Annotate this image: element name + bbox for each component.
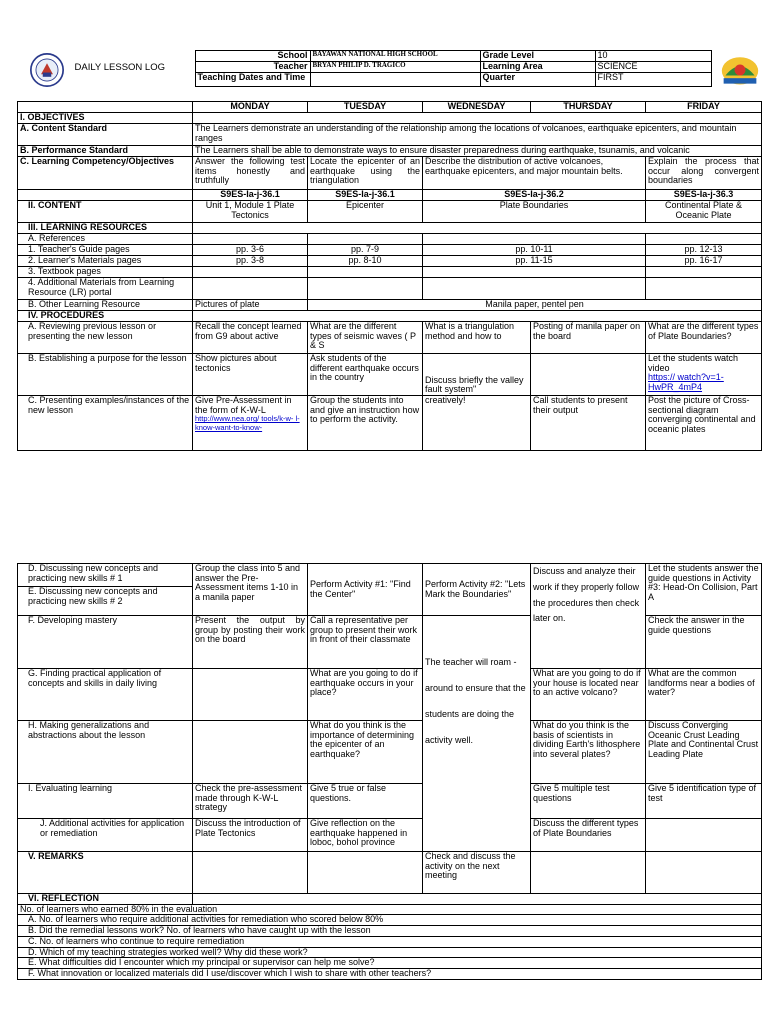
learning-resources-heading: III. LEARNING RESOURCES — [18, 223, 193, 234]
proc-g-label: G. Finding practical application of concepts and skills in daily living — [18, 669, 193, 721]
competency-label: C. Learning Competency/Objectives — [18, 157, 193, 190]
school-label: School — [195, 51, 310, 62]
proc-de-friday: Let the students answer the guide questions in Activity #3: Head-On Collision, Part A — [646, 564, 762, 616]
proc-a-wednesday: What is a triangulation method and how to — [423, 322, 531, 354]
proc-wed-roam: The teacher will roam - around to ensure that the students are doing the activity well. — [423, 616, 531, 852]
daily-lesson-log-title: DAILY LESSON LOG — [74, 62, 165, 74]
proc-h-thursday: What do you think is the basis of scientists in dividing Earth's lithosphere into several plates? — [531, 721, 646, 784]
lm-tuesday: pp. 8-10 — [308, 256, 423, 267]
quarter-label: Quarter — [480, 73, 595, 87]
proc-c-monday-text: Give Pre-Assessment in the form of K-W-L — [195, 395, 292, 415]
lesson-table-part1 — [17, 101, 762, 451]
tg-friday: pp. 12-13 — [646, 245, 762, 256]
additional-materials-label: 4. Additional Materials from Learning Resource (LR) portal — [18, 278, 193, 300]
reflection-item: C. No. of learners who continue to require remediation — [18, 936, 762, 947]
performance-standard-text: The Learners shall be able to demonstrate ways to ensure disaster preparedness during earthquake, tsunamis, and volcanic — [193, 146, 762, 157]
proc-c-tuesday: Group the students into and give an instruction how to perform the activity. — [308, 396, 423, 451]
proc-f-friday: Check the answer in the guide questions — [646, 616, 762, 669]
content-wed-thu: Plate Boundaries — [423, 201, 646, 223]
teachers-guide-label: 1. Teacher's Guide pages — [18, 245, 193, 256]
proc-i-label: I. Evaluating learning — [18, 784, 193, 819]
proc-de-wednesday: Perform Activity #2: "Lets Mark the Boundaries" — [423, 564, 531, 616]
performance-standard-label: B. Performance Standard — [18, 146, 193, 157]
teacher-label: Teacher — [195, 62, 310, 73]
other-resource-label: B. Other Learning Resource — [18, 300, 193, 311]
proc-e-label: E. Discussing new concepts and practicing new skills # 2 — [28, 586, 158, 606]
code-monday: S9ES-Ia-j-36.1 — [193, 190, 308, 201]
content-standard-text: The Learners demonstrate an understanding of the relationship among the locations of volcanoes, earthquake epicenters, and mountain ranges — [193, 124, 762, 146]
proc-c-thursday: Call students to present their output — [531, 396, 646, 451]
day-header-friday: FRIDAY — [646, 102, 762, 113]
proc-g-friday: What are the common landforms near a bodies of water? — [646, 669, 762, 721]
proc-j-label: J. Additional activities for application or remediation — [18, 819, 193, 852]
proc-b-friday — [646, 354, 762, 396]
reflection-item: E. What difficulties did I encounter which my principal or supervisor can help me solve? — [18, 958, 762, 969]
proc-j-monday: Discuss the introduction of Plate Tectonics — [193, 819, 308, 852]
proc-de-monday: Group the class into 5 and answer the Pre-Assessment items 1-10 in a manila paper — [193, 564, 308, 616]
proc-a-tuesday: What are the different types of seismic waves ( P & S — [308, 322, 423, 354]
proc-j-tuesday: Give reflection on the earthquake happened in loboc, bohol province — [308, 819, 423, 852]
objectives-heading: I. OBJECTIVES — [18, 113, 193, 124]
proc-h-friday: Discuss Converging Oceanic Crust Leading Plate and Continental Crust Leading Plate — [646, 721, 762, 784]
learning-area-value: SCIENCE — [595, 62, 711, 73]
day-header-wednesday: WEDNESDAY — [423, 102, 531, 113]
proc-b-friday-text: Let the students watch video — [648, 353, 739, 373]
textbook-pages-label: 3. Textbook pages — [18, 267, 193, 278]
proc-b-tuesday: Ask students of the different earthquake occurs in the country — [308, 354, 423, 396]
proc-g-tuesday: What are you going to do if earthquake occurs in your place? — [308, 669, 423, 721]
proc-b-monday: Show pictures about tectonics — [193, 354, 308, 396]
proc-h-label: H. Making generalizations and abstractions about the lesson — [18, 721, 193, 784]
competency-tuesday: Locate the epicenter of an earthquake using the triangulation — [308, 157, 423, 190]
reflection-item: F. What innovation or localized materials did I use/discover which I wish to share with other teachers? — [18, 969, 762, 980]
content-monday: Unit 1, Module 1 Plate Tectonics — [193, 201, 308, 223]
reflection-item: No. of learners who earned 80% in the evaluation — [18, 904, 762, 915]
tg-wed-thu: pp. 10-11 — [423, 245, 646, 256]
other-resource-rest: Manila paper, pentel pen — [308, 300, 762, 311]
proc-h-tuesday: What do you think is the importance of determining the epicenter of an earthquake? — [308, 721, 423, 784]
proc-g-thursday: What are you going to do if your house is located near to an active volcano? — [531, 669, 646, 721]
header-table — [17, 50, 761, 87]
content-heading: II. CONTENT — [18, 201, 193, 223]
proc-de-tuesday: Perform Activity #1: "Find the Center" — [308, 564, 423, 616]
proc-c-wednesday: creatively! — [423, 396, 531, 451]
video-link[interactable]: https:// watch?v=1-HwPR_4mP4 — [648, 372, 724, 393]
teacher-value: BRYAN PHILIP D. TRAGICO — [310, 62, 480, 73]
proc-j-thursday: Discuss the different types of Plate Boundaries — [531, 819, 646, 852]
teaching-dates-label: Teaching Dates and Time — [195, 73, 310, 87]
content-friday: Continental Plate & Oceanic Plate — [646, 201, 762, 223]
proc-i-monday: Check the pre-assessment made through K-W-L strategy — [193, 784, 308, 819]
lesson-table-part2 — [17, 563, 762, 980]
other-resource-monday: Pictures of plate — [193, 300, 308, 311]
references-label: A. References — [18, 234, 193, 245]
lm-monday: pp. 3-8 — [193, 256, 308, 267]
proc-b-wednesday: Discuss briefly the valley fault system" — [423, 354, 531, 396]
proc-a-label: A. Reviewing previous lesson or presenting the new lesson — [18, 322, 193, 354]
competency-friday: Explain the process that occur along convergent boundaries — [646, 157, 762, 190]
code-wed-thu: S9ES-Ia-j-36.2 — [423, 190, 646, 201]
proc-f-tuesday: Call a representative per group to present their work in front of their classmate — [308, 616, 423, 669]
tg-monday: pp. 3-6 — [193, 245, 308, 256]
day-header-thursday: THURSDAY — [531, 102, 646, 113]
reflection-item: D. Which of my teaching strategies worked well? Why did these work? — [18, 947, 762, 958]
proc-d-label: D. Discussing new concepts and practicing new skills # 1 — [18, 564, 192, 587]
content-tuesday: Epicenter — [308, 201, 423, 223]
proc-i-tuesday: Give 5 true or false questions. — [308, 784, 423, 819]
school-value: BAYAWAN NATIONAL HIGH SCHOOL — [310, 51, 480, 62]
reflection-heading: VI. REFLECTION — [18, 894, 193, 905]
lm-wed-thu: pp. 11-15 — [423, 256, 646, 267]
procedures-heading: IV. PROCEDURES — [18, 311, 193, 322]
grade-level-value: 10 — [595, 51, 711, 62]
reflection-item: B. Did the remedial lessons work? No. of learners who have caught up with the lesson — [18, 926, 762, 937]
competency-monday: Answer the following test items honestly and truthfully — [193, 157, 308, 190]
proc-f-monday: Present the output by group by posting their work on the board — [193, 616, 308, 669]
proc-f-label: F. Developing mastery — [18, 616, 193, 669]
proc-b-label: B. Establishing a purpose for the lesson — [18, 354, 193, 396]
proc-a-monday: Recall the concept learned from G9 about active — [193, 322, 308, 354]
proc-a-thursday: Posting of manila paper on the board — [531, 322, 646, 354]
learners-materials-label: 2. Learner's Materials pages — [18, 256, 193, 267]
day-header-monday: MONDAY — [193, 102, 308, 113]
grade-level-label: Grade Level — [480, 51, 595, 62]
proc-c-monday — [193, 396, 308, 451]
proc-de-thursday: Discuss and analyze their work if they properly follow the procedures then check later on. — [531, 564, 646, 669]
proc-c-label: C. Presenting examples/instances of the new lesson — [18, 396, 193, 451]
lm-friday: pp. 16-17 — [646, 256, 762, 267]
proc-c-friday: Post the picture of Cross-sectional diagram converging continental and oceanic plates — [646, 396, 762, 451]
learning-area-label: Learning Area — [480, 62, 595, 73]
kwl-link[interactable]: http://www.nea.org/ tools/k-w- l-know-want-to-know- — [195, 414, 300, 432]
reflection-item: A. No. of learners who require additional activities for remediation who scored below 80% — [18, 915, 762, 926]
code-tuesday: S9ES-Ia-j-36.1 — [308, 190, 423, 201]
teaching-dates-value — [310, 73, 480, 87]
day-header-tuesday: TUESDAY — [308, 102, 423, 113]
tg-tuesday: pp. 7-9 — [308, 245, 423, 256]
remarks-heading: V. REMARKS — [18, 852, 193, 894]
code-friday: S9ES-Ia-j-36.3 — [646, 190, 762, 201]
quarter-value: FIRST — [595, 73, 711, 87]
proc-i-friday: Give 5 identification type of test — [646, 784, 762, 819]
proc-i-thursday: Give 5 multiple test questions — [531, 784, 646, 819]
content-standard-label: A. Content Standard — [18, 124, 193, 146]
proc-a-friday: What are the different types of Plate Boundaries? — [646, 322, 762, 354]
competency-wed-thu: Describe the distribution of active volcanoes, earthquake epicenters, and major mountain belts. — [423, 157, 646, 190]
remarks-wednesday: Check and discuss the activity on the next meeting — [423, 852, 531, 894]
